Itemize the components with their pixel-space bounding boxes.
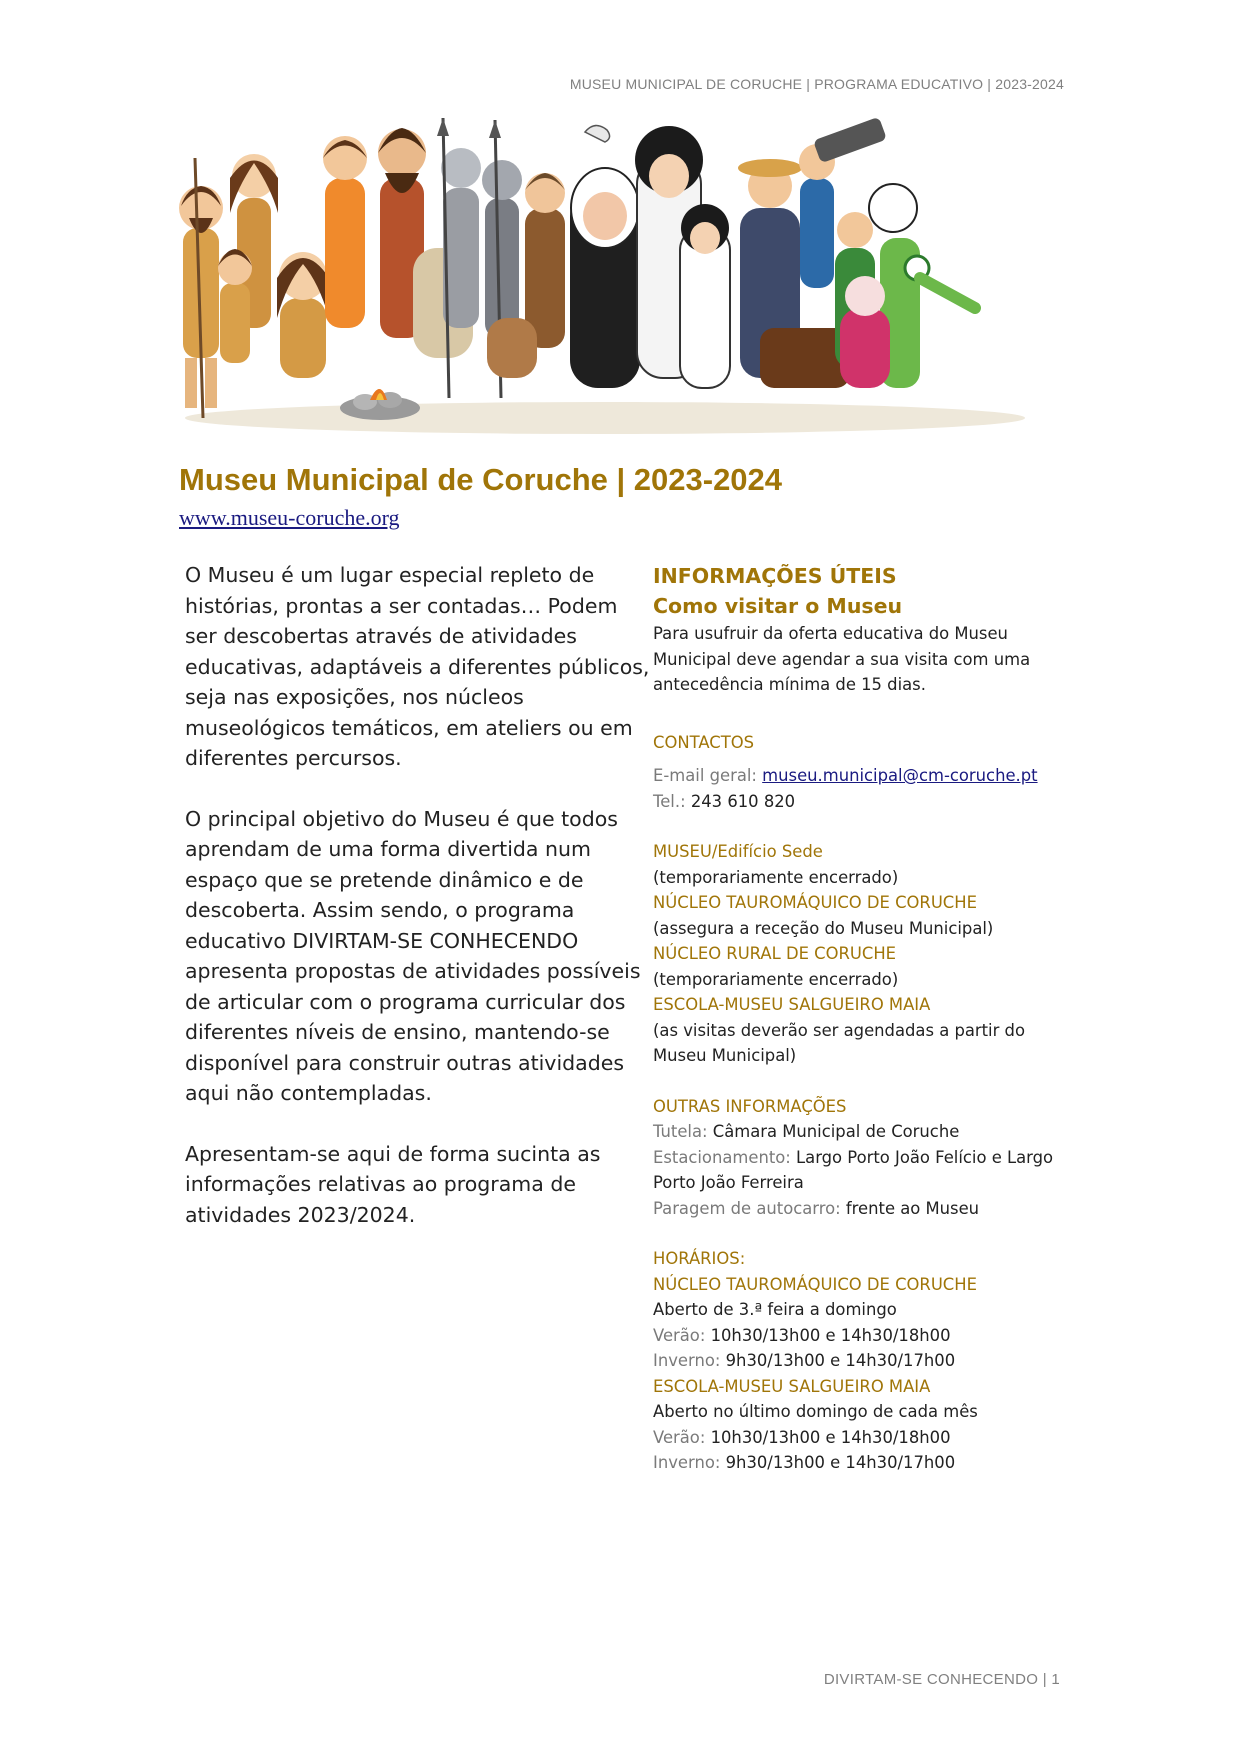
- parking-value: Largo Porto João Felício e Largo Porto João Ferreira: [653, 1147, 1054, 1192]
- intro-paragraph-1: O Museu é um lugar especial repleto de histórias, prontas a ser contadas… Podem ser descobertas através de atividades educativas, adaptáveis a diferentes públicos, seja nas exposições, nos núcleos museológicos temáticos, em ateliers ou em diferentes percursos.: [185, 563, 650, 770]
- hours-site-name: NÚCLEO TAUROMÁQUICO DE CORUCHE: [653, 1274, 977, 1294]
- useful-info: [653, 561, 1083, 1476]
- bus-value: frente ao Museu: [845, 1198, 980, 1218]
- winter-value: 9h30/13h00 e 14h30/17h00: [725, 1351, 956, 1370]
- winter-value: 9h30/13h00 e 14h30/17h00: [725, 1453, 956, 1472]
- tutela-value: Câmara Municipal de Coruche: [712, 1122, 960, 1141]
- winter-label: Inverno:: [653, 1351, 721, 1370]
- site-note: (assegura a receção do Museu Municipal): [653, 918, 994, 938]
- hours-opening: Aberto de 3.ª feira a domingo: [653, 1300, 897, 1319]
- email-link[interactable]: museu.municipal@cm-coruche.pt: [762, 766, 1038, 785]
- site-name: ESCOLA-MUSEU SALGUEIRO MAIA: [653, 995, 931, 1014]
- winter-label: Inverno:: [653, 1453, 721, 1472]
- useful-info-heading: INFORMAÇÕES ÚTEIS: [653, 564, 897, 588]
- intro-text: [185, 560, 655, 1260]
- site-name: MUSEU/Edifício Sede: [653, 842, 823, 861]
- hours-heading: HORÁRIOS:: [653, 1249, 746, 1268]
- visit-text: Para usufruir da oferta educativa do Museu Municipal deve agendar a sua visita com uma antecedência mínima de 15 dias.: [653, 624, 1031, 694]
- hours-summer: [653, 1323, 1083, 1349]
- document-title: Museu Municipal de Coruche | 2023-2024: [179, 462, 783, 497]
- hours-summer: [653, 1425, 1083, 1451]
- visit-heading: Como visitar o Museu: [653, 594, 903, 618]
- sites-block: [653, 839, 1083, 1069]
- email-label: E-mail geral:: [653, 766, 757, 785]
- tel-label: Tel.:: [653, 791, 686, 811]
- hours-winter: [653, 1348, 1083, 1374]
- other-info-heading: OUTRAS INFORMAÇÕES: [653, 1096, 847, 1116]
- contacts-heading: CONTACTOS: [653, 732, 755, 752]
- parking-line: [653, 1145, 1083, 1196]
- summer-label: Verão:: [653, 1427, 706, 1447]
- email-line: [653, 763, 1083, 789]
- summer-value: 10h30/13h00 e 14h30/18h00: [710, 1427, 951, 1447]
- bus-line: [653, 1196, 1083, 1222]
- intro-paragraph-3: Apresentam-se aqui de forma sucinta as informações relativas ao programa de atividades 2023/2024.: [185, 1141, 601, 1227]
- contacts-block: [653, 730, 1083, 815]
- summer-label: Verão:: [653, 1325, 706, 1345]
- intro-paragraph-2: O principal objetivo do Museu é que todos aprendam de uma forma divertida num espaço que se pretende dinâmico e de descoberta. Assim sendo, o programa educativo DIVIRTAM-SE CONHECENDO apresenta propostas de atividades possíveis de articular com o programa curricular dos diferentes níveis de ensino, mantendo-se disponível para construir outras atividades aqui não contempladas.: [185, 806, 641, 1105]
- site-note: (as visitas deverão ser agendadas a partir do Museu Municipal): [653, 1020, 1025, 1065]
- historical-characters-illustration: [175, 118, 1035, 438]
- tel-value: 243 610 820: [690, 791, 796, 811]
- parking-label: Estacionamento:: [653, 1147, 791, 1167]
- running-header: MUSEU MUNICIPAL DE CORUCHE | PROGRAMA EDUCATIVO | 2023-2024: [569, 76, 1064, 92]
- hours-winter: [653, 1450, 1083, 1476]
- tutela-label: Tutela:: [653, 1122, 708, 1141]
- bus-label: Paragem de autocarro:: [653, 1198, 841, 1218]
- site-name: NÚCLEO TAUROMÁQUICO DE CORUCHE: [653, 893, 977, 912]
- summer-value: 10h30/13h00 e 14h30/18h00: [710, 1325, 951, 1345]
- site-note: (temporariamente encerrado): [653, 867, 899, 887]
- website-link[interactable]: www.museu-coruche.org: [179, 505, 400, 530]
- site-note: (temporariamente encerrado): [653, 969, 899, 989]
- hours-site-name: ESCOLA-MUSEU SALGUEIRO MAIA: [653, 1376, 931, 1396]
- tutela-line: [653, 1119, 1083, 1145]
- hours-opening: Aberto no último domingo de cada mês: [653, 1402, 978, 1421]
- tel-line: [653, 789, 1083, 815]
- other-info-block: [653, 1094, 1083, 1222]
- site-name: NÚCLEO RURAL DE CORUCHE: [653, 944, 897, 963]
- page-footer: DIVIRTAM-SE CONHECENDO | 1: [823, 1671, 1060, 1688]
- hours-block: [653, 1246, 1083, 1476]
